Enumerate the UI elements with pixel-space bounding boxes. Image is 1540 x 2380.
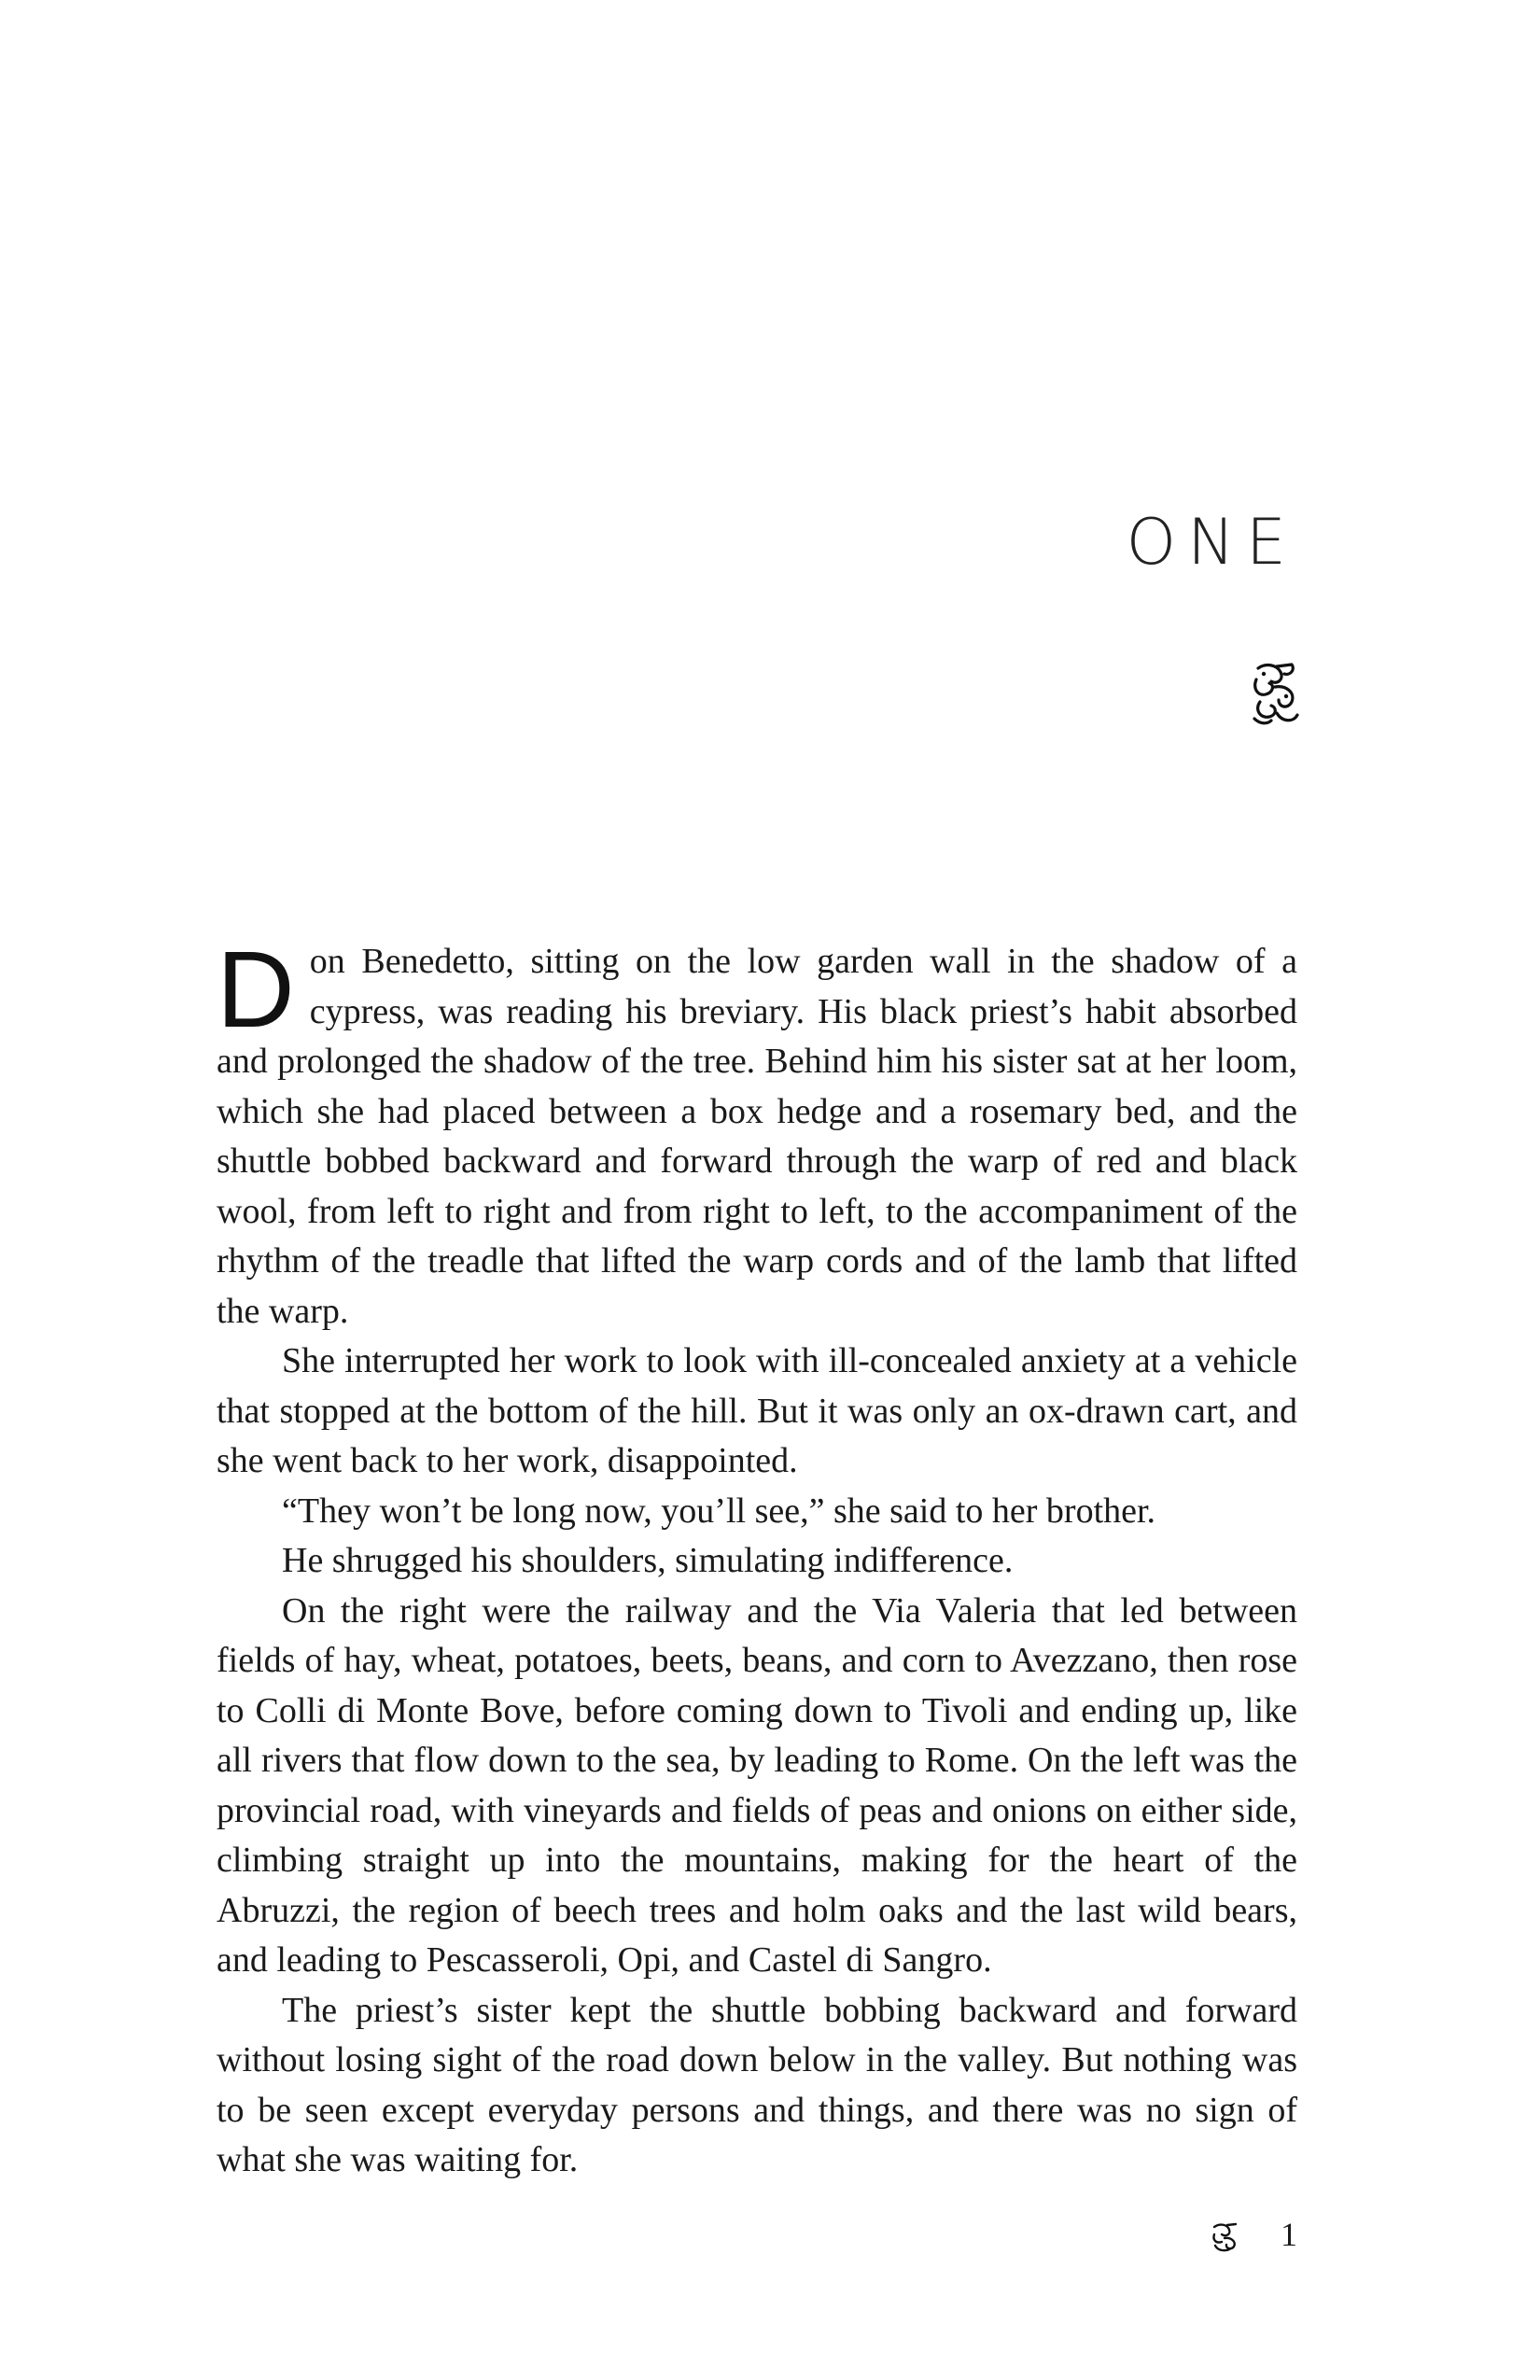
chapter-body xyxy=(217,929,1297,2186)
fleuron-ornament-icon xyxy=(1249,661,1301,726)
paragraph: “They won’t be long now, you’ll see,” she said to her brother. xyxy=(282,1491,1156,1531)
paragraph-text: on Benedetto, sitting on the low garden wall in the shadow of a cypress, was reading his breviary. His black priest’s habit absorbed and prolonged the shadow of the tree. Behind him his sister sat at her loom, which she had placed between a box hedge and a rosemary bed, and the shuttle bobbed backward and forward through the warp of red and black wool, from left to right and from right to left, to the accompaniment of the rhythm of the treadle that lifted the warp cords and of the lamb that lifted the warp. xyxy=(217,942,1297,1331)
paragraph: The priest’s sister kept the shuttle bobbing backward and forward without losing sight of the road down below in the valley. But nothing was to be seen except everyday persons and things, and there was no sign of what she was waiting for. xyxy=(217,1990,1297,2179)
drop-cap: D xyxy=(217,929,295,1050)
small-fleuron-icon xyxy=(1211,2221,1239,2253)
paragraph: He shrugged his shoulders, simulating indifference. xyxy=(282,1541,1014,1580)
opening-paragraph xyxy=(217,929,1297,1337)
paragraph: On the right were the railway and the Via Valeria that led between fields of hay, wheat, potatoes, beets, beans, and corn to Avezzano, then rose to Colli di Monte Bove, before coming down to Tivoli and ending up, like all rivers that flow down to the sea, by leading to Rome. On the left was the provincial road, with vineyards and fields of peas and onions on either side, climbing straight up into the mountains, making for the heart of the Abruzzi, the region of beech trees and holm oaks and the last wild bears, and leading to Pescasseroli, Opi, and Castel di Sangro. xyxy=(217,1590,1297,1980)
chapter-title: ONE xyxy=(1126,506,1297,580)
page-number: 1 xyxy=(1281,2216,1297,2253)
paragraph: She interrupted her work to look with ill-concealed anxiety at a vehicle that stopped at the bottom of the hill. But it was only an ox-drawn cart, and she went back to her work, disappointed. xyxy=(217,1341,1297,1480)
